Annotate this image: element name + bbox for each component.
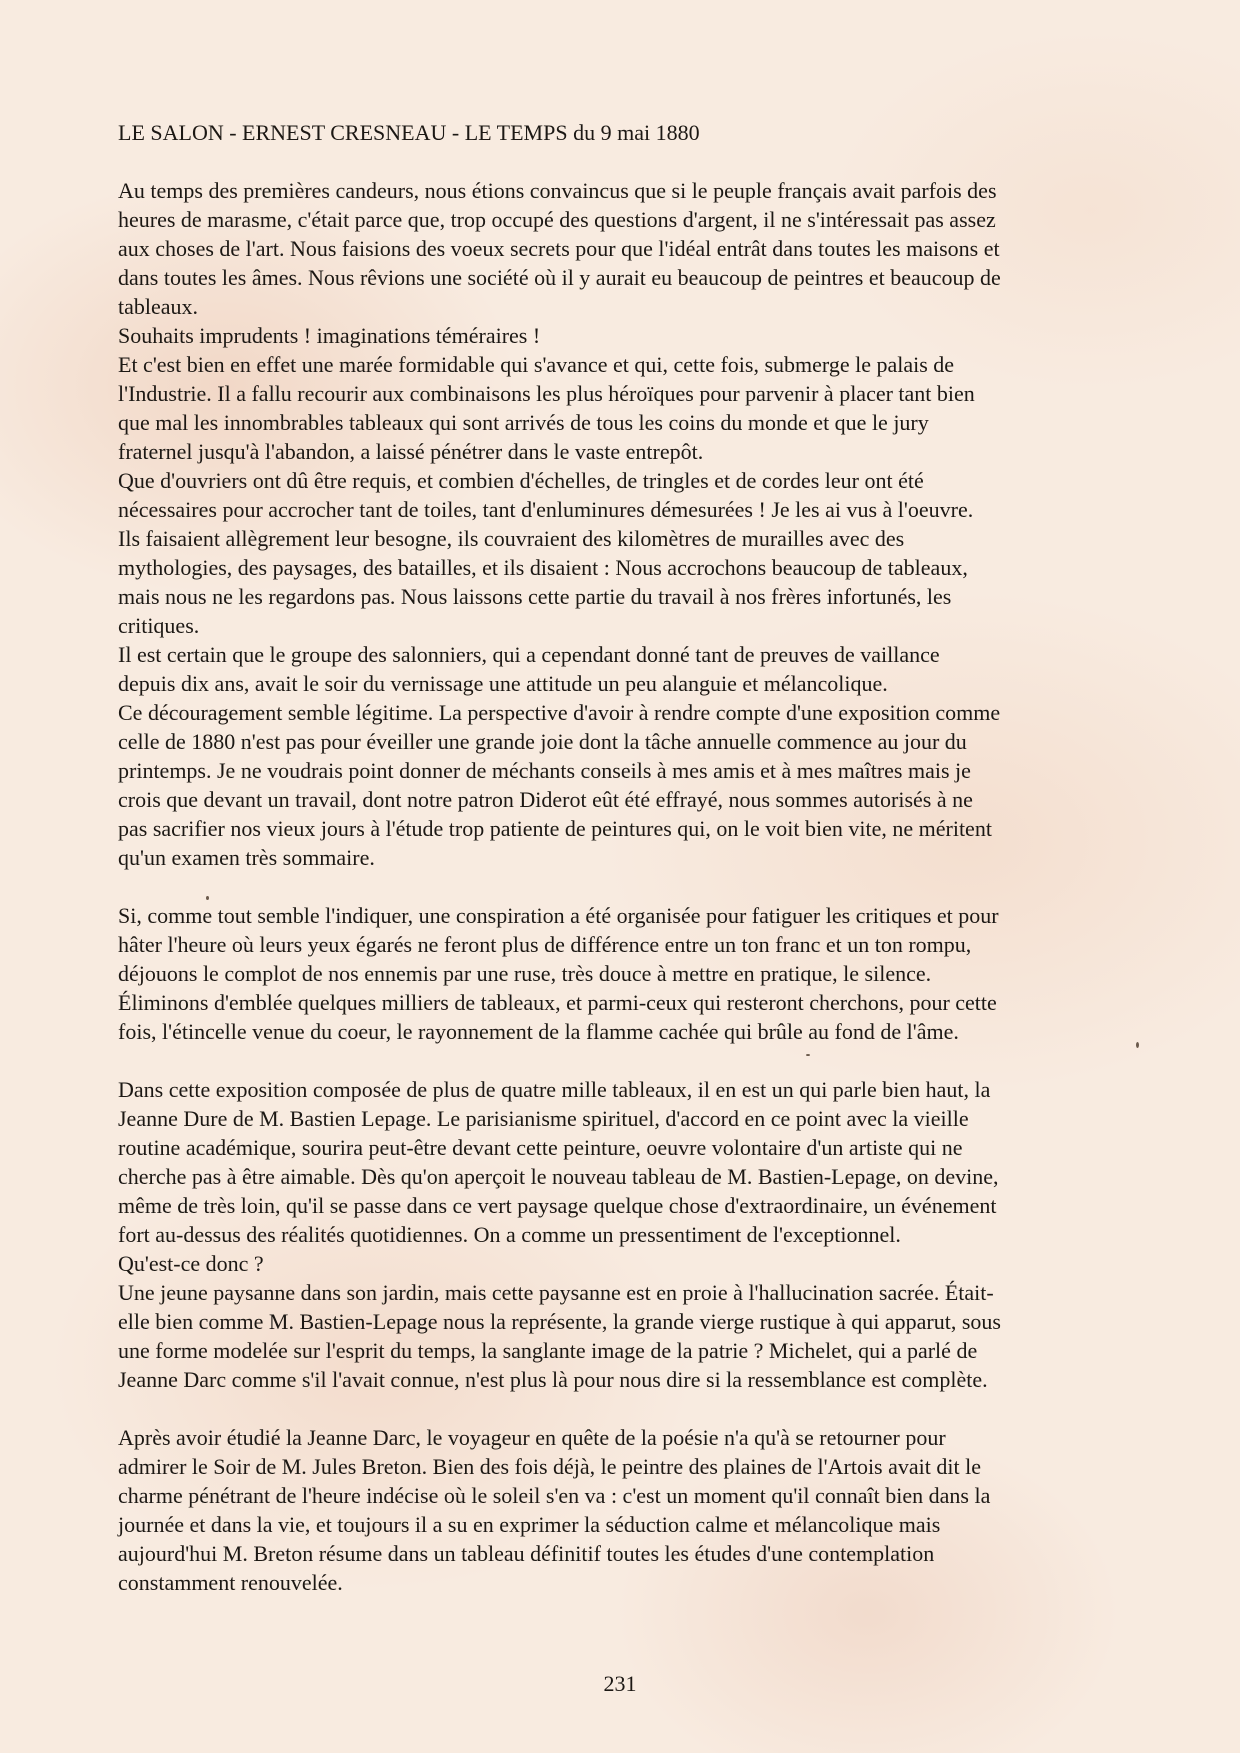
text-line: qu'un examen très sommaire. (118, 845, 375, 870)
paper-speck (1136, 1042, 1139, 1048)
text-line: tableaux. (118, 294, 199, 319)
text-line: déjouons le complot de nos ennemis par une ruse, très douce à mettre en pratique, le silence. (118, 961, 932, 986)
text-line: même de très loin, qu'il se passe dans ce vert paysage quelque chose d'extraordinaire, un événement (118, 1193, 997, 1218)
text-line: Que d'ouvriers ont dû être requis, et combien d'échelles, de tringles et de cordes leur ont été (118, 468, 924, 493)
paragraph (118, 901, 1128, 1046)
paragraph (118, 1423, 1128, 1597)
text-line: critiques. (118, 613, 200, 638)
text-line: printemps. Je ne voudrais point donner de méchants conseils à mes amis et à mes maîtres mais je (118, 758, 971, 783)
text-line: Après avoir étudié la Jeanne Darc, le voyageur en quête de la poésie n'a qu'à se retourner pour (118, 1425, 946, 1450)
text-line: aujourd'hui M. Breton résume dans un tableau définitif toutes les études d'une contemplation (118, 1541, 935, 1566)
text-line: Une jeune paysanne dans son jardin, mais cette paysanne est en proie à l'hallucination sacrée. Était- (118, 1280, 994, 1305)
text-line: Si, comme tout semble l'indiquer, une conspiration a été organisée pour fatiguer les critiques et pour (118, 903, 999, 928)
text-line: constamment renouvelée. (118, 1570, 343, 1595)
text-line: Qu'est-ce donc ? (118, 1251, 264, 1276)
paragraph-gap (118, 1046, 1128, 1075)
text-line: celle de 1880 n'est pas pour éveiller une grande joie dont la tâche annuelle commence au jour du (118, 729, 967, 754)
text-line: fort au-dessus des réalités quotidiennes. On a comme un pressentiment de l'exceptionnel. (118, 1222, 901, 1247)
text-line: cherche pas à être aimable. Dès qu'on aperçoit le nouveau tableau de M. Bastien-Lepage, on devine, (118, 1164, 999, 1189)
paragraph-gap (118, 1394, 1128, 1423)
text-line: fois, l'étincelle venue du coeur, le rayonnement de la flamme cachée qui brûle au fond de l'âme. (118, 1019, 959, 1044)
text-line: Éliminons d'emblée quelques milliers de tableaux, et parmi-ceux qui resteront cherchons, pour cette (118, 990, 997, 1015)
text-line: admirer le Soir de M. Jules Breton. Bien des fois déjà, le peintre des plaines de l'Artois avait dit le (118, 1454, 981, 1479)
text-line: hâter l'heure où leurs yeux égarés ne feront plus de différence entre un ton franc et un ton rompu, (118, 932, 972, 957)
text-line: Ils faisaient allègrement leur besogne, ils couvraient des kilomètres de murailles avec des (118, 526, 905, 551)
article-heading: LE SALON - ERNEST CRESNEAU - LE TEMPS du 9 mai 1880 (118, 120, 700, 145)
text-line: que mal les innombrables tableaux qui sont arrivés de tous les coins du monde et que le jury (118, 410, 929, 435)
text-line: heures de marasme, c'était parce que, trop occupé des questions d'argent, il ne s'intéressait pas assez (118, 207, 996, 232)
paragraph (118, 176, 1128, 872)
text-line: Ce découragement semble légitime. La perspective d'avoir à rendre compte d'une exposition comme (118, 700, 1001, 725)
text-line: Et c'est bien en effet une marée formidable qui s'avance et qui, cette fois, submerge le palais de (118, 352, 955, 377)
text-line: l'Industrie. Il a fallu recourir aux combinaisons les plus héroïques pour parvenir à placer tant bien (118, 381, 975, 406)
article-text (118, 118, 1128, 1597)
text-line: dans toutes les âmes. Nous rêvions une société où il y aurait eu beaucoup de peintres et beaucoup de (118, 265, 1001, 290)
text-line: elle bien comme M. Bastien-Lepage nous la représente, la grande vierge rustique à qui apparut, sous (118, 1309, 1001, 1334)
paragraph (118, 1075, 1128, 1394)
text-line: journée et dans la vie, et toujours il a su en exprimer la séduction calme et mélancolique mais (118, 1512, 941, 1537)
text-line: Dans cette exposition composée de plus de quatre mille tableaux, il en est un qui parle bien haut, la (118, 1077, 991, 1102)
text-line: Il est certain que le groupe des salonniers, qui a cependant donné tant de preuves de vaillance (118, 642, 940, 667)
text-line: nécessaires pour accrocher tant de toiles, tant d'enluminures démesurées ! Je les ai vus à l'oeuvre. (118, 497, 974, 522)
text-line: Jeanne Darc comme s'il l'avait connue, n'est plus là pour nous dire si la ressemblance est complète. (118, 1367, 988, 1392)
text-line: pas sacrifier nos vieux jours à l'étude trop patiente de peintures qui, on le voit bien vite, ne méritent (118, 816, 992, 841)
text-line: crois que devant un travail, dont notre patron Diderot eût été effrayé, nous sommes autorisés à ne (118, 787, 973, 812)
text-line: mais nous ne les regardons pas. Nous laissons cette partie du travail à nos frères infortunés, les (118, 584, 952, 609)
text-line: Au temps des premières candeurs, nous étions convaincus que si le peuple français avait parfois des (118, 178, 997, 203)
text-line: Jeanne Dure de M. Bastien Lepage. Le parisianisme spirituel, d'accord en ce point avec la vieille (118, 1106, 969, 1131)
text-line: Souhaits imprudents ! imaginations téméraires ! (118, 323, 541, 348)
text-line: une forme modelée sur l'esprit du temps, la sanglante image de la patrie ? Michelet, qui a parlé de (118, 1338, 978, 1363)
paragraph-gap (118, 872, 1128, 901)
text-line: depuis dix ans, avait le soir du vernissage une attitude un peu alanguie et mélancolique. (118, 671, 888, 696)
text-line: aux choses de l'art. Nous faisions des voeux secrets pour que l'idéal entrât dans toutes les maisons et (118, 236, 1000, 261)
text-line: charme pénétrant de l'heure indécise où le soleil s'en va : c'est un moment qu'il connaît bien dans la (118, 1483, 991, 1508)
text-line: fraternel jusqu'à l'abandon, a laissé pénétrer dans le vaste entrepôt. (118, 439, 704, 464)
text-line: mythologies, des paysages, des batailles, et ils disaient : Nous accrochons beaucoup de tableaux, (118, 555, 968, 580)
page-number: 231 (603, 1671, 637, 1696)
text-line: routine académique, sourira peut-être devant cette peinture, oeuvre volontaire d'un artiste qui ne (118, 1135, 963, 1160)
